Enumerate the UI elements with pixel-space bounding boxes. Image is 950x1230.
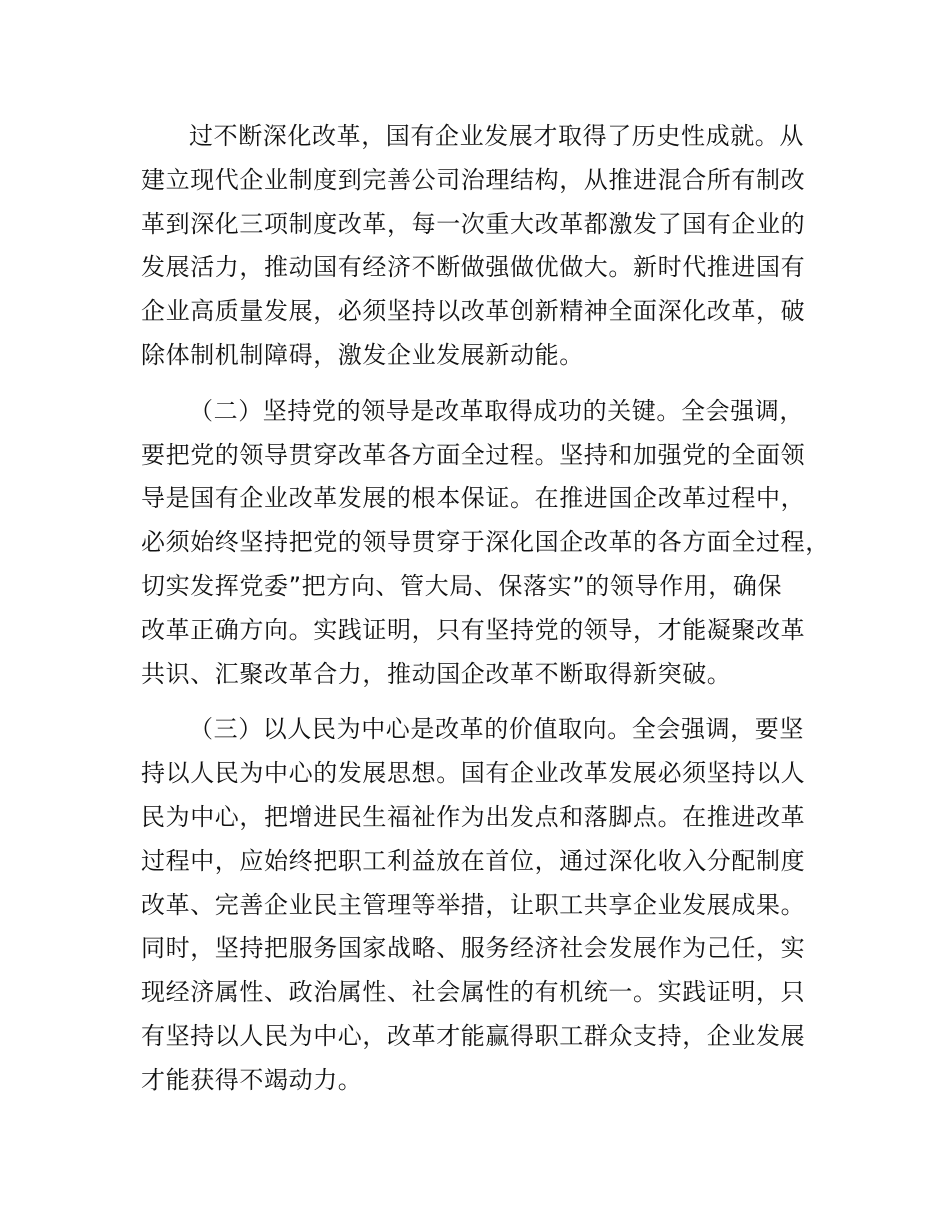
text-line: 过程中，应始终把职工利益放在首位，通过深化收入分配制度 [141,846,806,875]
paragraph-reform-achievements [141,115,841,378]
text-line: 有坚持以人民为中心，改革才能赢得职工群众支持，企业发展 [141,1021,806,1050]
text-line: 要把党的领导贯穿改革各方面全过程。坚持和加强党的全面领 [141,440,806,469]
text-line: 改革正确方向。实践证明，只有坚持党的领导，才能凝聚改革 [141,615,806,644]
paragraph-people-centered [141,708,841,1102]
text-line: 持以人民为中心的发展思想。国有企业改革发展必须坚持以人 [141,759,806,788]
text-line: 建立现代企业制度到完善公司治理结构，从推进混合所有制改 [141,165,806,194]
text-line: 除体制机制障碍，激发企业发展新动能。 [141,340,584,369]
text-line: （二）坚持党的领导是改革取得成功的关键。全会强调， [189,396,804,425]
document-body [141,115,841,1115]
text-line: 发展活力，推动国有经济不断做强做优做大。新时代推进国有 [141,253,806,282]
text-line: 同时，坚持把服务国家战略、服务经济社会发展作为己任，实 [141,934,806,963]
text-line: 改革、完善企业民主管理等举措，让职工共享企业发展成果。 [141,890,806,919]
text-line: 必须始终坚持把党的领导贯穿于深化国企改革的各方面全过程， [141,528,830,557]
text-line: 切实发挥党委”把方向、管大局、保落实”的领导作用，确保 [141,571,783,600]
text-line: 民为中心，把增进民生福祉作为出发点和落脚点。在推进改革 [141,802,806,831]
paragraph-party-leadership [141,390,841,697]
text-line: 革到深化三项制度改革，每一次重大改革都激发了国有企业的 [141,209,806,238]
text-line: 企业高质量发展，必须坚持以改革创新精神全面深化改革，破 [141,297,806,326]
text-line: 导是国有企业改革发展的根本保证。在推进国企改革过程中， [141,484,806,513]
text-line: 才能获得不竭动力。 [141,1065,363,1094]
text-line: 过不断深化改革，国有企业发展才取得了历史性成就。从 [189,122,804,150]
text-line: 现经济属性、政治属性、社会属性的有机统一。实践证明，只 [141,978,806,1007]
text-line: 共识、汇聚改革合力，推动国企改革不断取得新突破。 [141,659,732,688]
text-line: （三）以人民为中心是改革的价值取向。全会强调，要坚 [189,715,804,744]
